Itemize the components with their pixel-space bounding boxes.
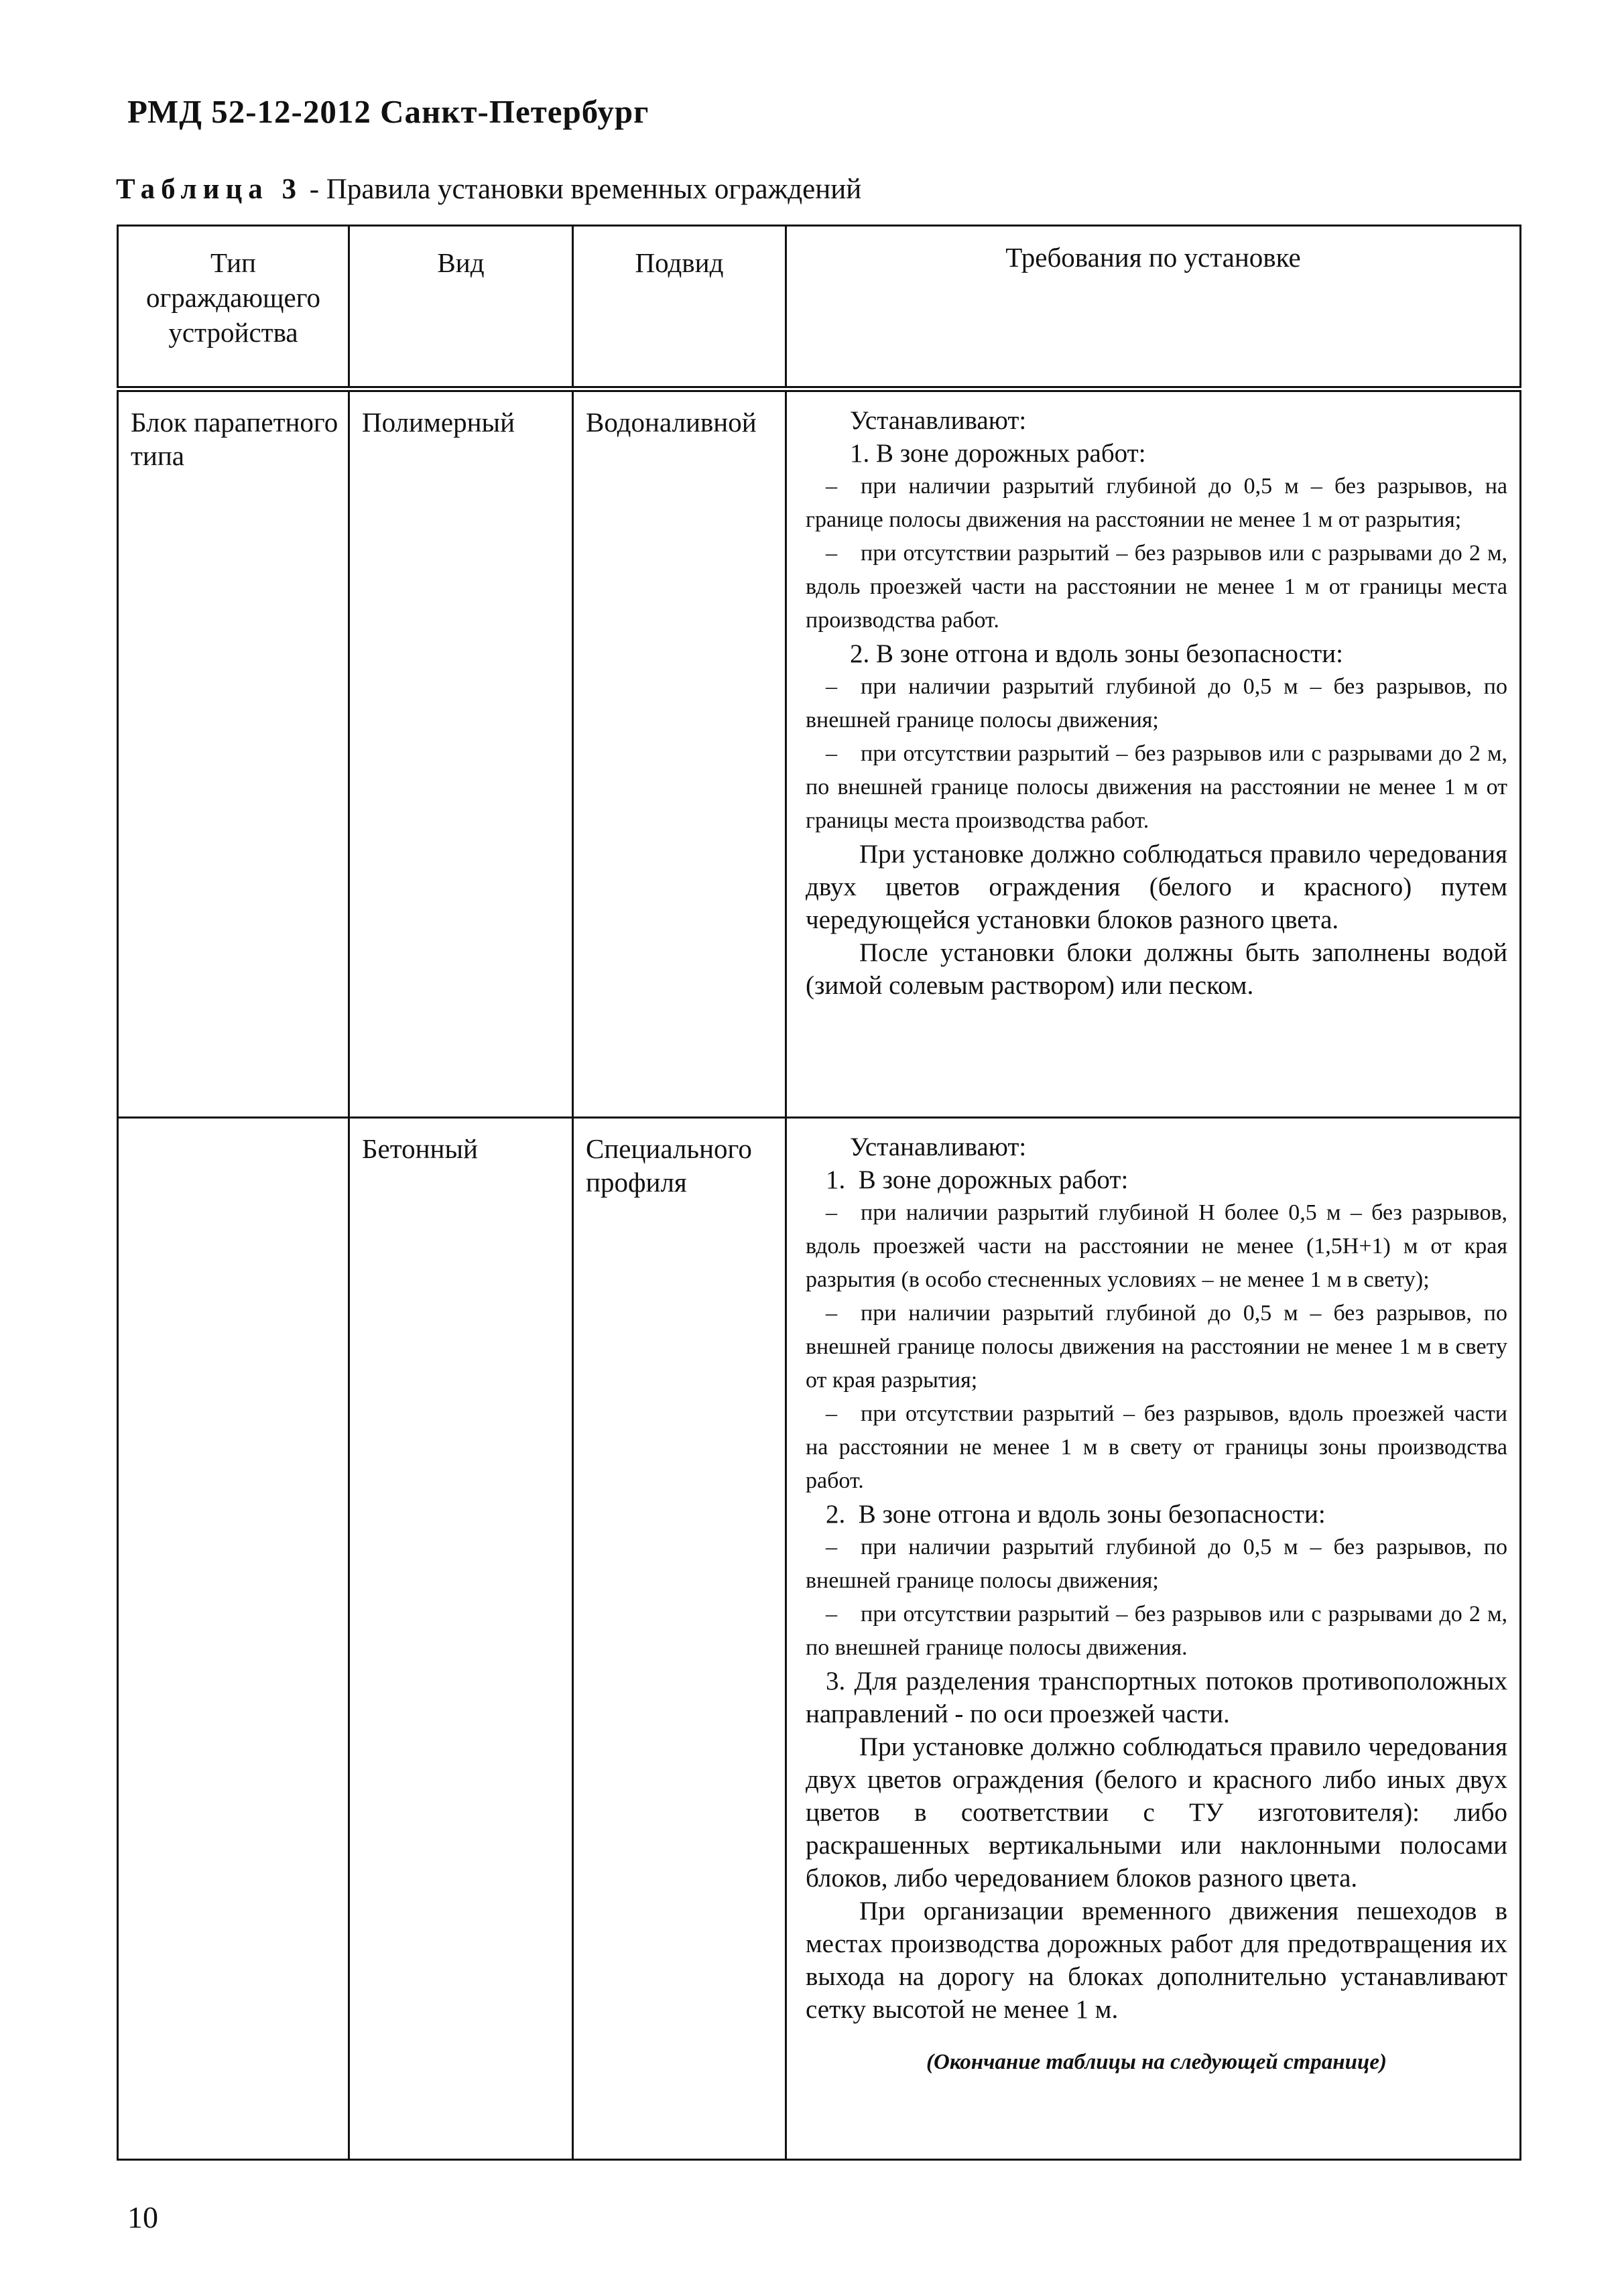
dash-glyph: – [826,541,837,566]
req-section: 1. В зоне дорожных работ: [826,1165,1129,1194]
req-item: – при наличии разрытий глубиной Н более 0,5 м – без разрывов, вдоль проезжей части на расстоянии не менее (1,5Н+1) м от края разрытия (в особо стесненных условиях – не менее 1 м в свету); [806,1196,1507,1297]
table-caption-label: Таблица 3 [116,174,302,205]
document-code-header: РМД 52-12-2012 Санкт-Петербург [127,93,649,130]
req-item: – при отсутствии разрытий – без разрывов или с разрывами до 2 м, по внешней границе полосы движения. [806,1598,1507,1665]
row1-subkind: Водоналивной [573,389,786,1118]
dash-glyph: – [826,1401,837,1426]
row1-requirements [786,389,1521,1118]
req-text: Устанавливают: [850,1133,1027,1161]
dash-glyph: – [826,1602,837,1627]
req-section: 3. Для разделения транспортных потоков противоположных направлений - по оси проезжей части. [806,1667,1507,1728]
req-item: – при наличии разрытий глубиной до 0,5 м – без разрывов, по внешней границе полосы движения; [806,1531,1507,1598]
table-caption [116,173,861,206]
req-item: – при отсутствии разрытий – без разрывов, вдоль проезжей части на расстоянии не менее 1 м в свету от границы зоны производства работ. [806,1397,1507,1498]
row2-subkind: Специального профиля [573,1118,786,2160]
req-paragraph: При установке должно соблюдаться правило чередования двух цветов ограждения (белого и красного либо иных двух цветов в соответствии с ТУ изготовителя): либо раскрашенных вертикальными или наклонными полосами блоков, либо чередованием блоков разного цвета. [806,1732,1507,1893]
table-caption-title: Правила установки временных ограждений [326,174,862,205]
row1-kind: Полимерный [349,389,573,1118]
row2-kind: Бетонный [349,1118,573,2160]
req-item: – при отсутствии разрытий – без разрывов или с разрывами до 2 м, по внешней границе полосы движения на расстоянии не менее 1 м от границы места производства работ. [806,737,1507,838]
table-row [118,389,1521,1118]
req-paragraph: При организации временного движения пешеходов в местах производства дорожных работ для предотвращения их выхода на дорогу на блоках дополнительно устанавливают сетку высотой не менее 1 м. [806,1897,1507,2024]
header-subkind: Подвид [573,226,786,389]
req-section: 2. В зоне отгона и вдоль зоны безопасности: [850,639,1343,668]
req-section: 2. В зоне отгона и вдоль зоны безопасности: [826,1500,1326,1529]
header-requirements: Требования по установке [786,226,1521,389]
header-kind: Вид [349,226,573,389]
req-paragraph: После установки блоки должны быть заполнены водой (зимой солевым раствором) или песком. [806,938,1507,1000]
row2-type [118,1118,349,2160]
row1-type: Блок парапетного типа [118,389,349,1118]
continuation-note: (Окончание таблицы на следующей странице) [926,2050,1387,2074]
dash-glyph: – [826,674,837,699]
req-text: Устанавливают: [850,406,1027,435]
dash-glyph: – [826,741,837,766]
dash-glyph: – [826,474,837,499]
row2-requirements [786,1118,1521,2160]
req-section: 1. В зоне дорожных работ: [850,439,1146,468]
page-number: 10 [127,2200,158,2234]
req-item: – при наличии разрытий глубиной до 0,5 м – без разрывов, на границе полосы движения на расстоянии не менее 1 м от разрытия; [806,470,1507,537]
table-row [118,1118,1521,2160]
req-item: – при отсутствии разрытий – без разрывов или с разрывами до 2 м, вдоль проезжей части на расстоянии не менее 1 м от границы места производства работ. [806,537,1507,637]
table-header-row [118,226,1521,389]
req-item: – при наличии разрытий глубиной до 0,5 м – без разрывов, по внешней границе полосы движения на расстоянии не менее 1 м в свету от края разрытия; [806,1297,1507,1397]
header-type: Тип ограждающего устройства [118,226,349,389]
rules-table [117,225,1521,2161]
dash-glyph: – [826,1200,837,1225]
table-caption-separator: - [302,174,326,205]
req-item: – при наличии разрытий глубиной до 0,5 м – без разрывов, по внешней границе полосы движения; [806,670,1507,737]
dash-glyph: – [826,1301,837,1326]
req-paragraph: При установке должно соблюдаться правило чередования двух цветов ограждения (белого и красного) путем чередующейся установки блоков разного цвета. [806,840,1507,934]
dash-glyph: – [826,1535,837,1559]
